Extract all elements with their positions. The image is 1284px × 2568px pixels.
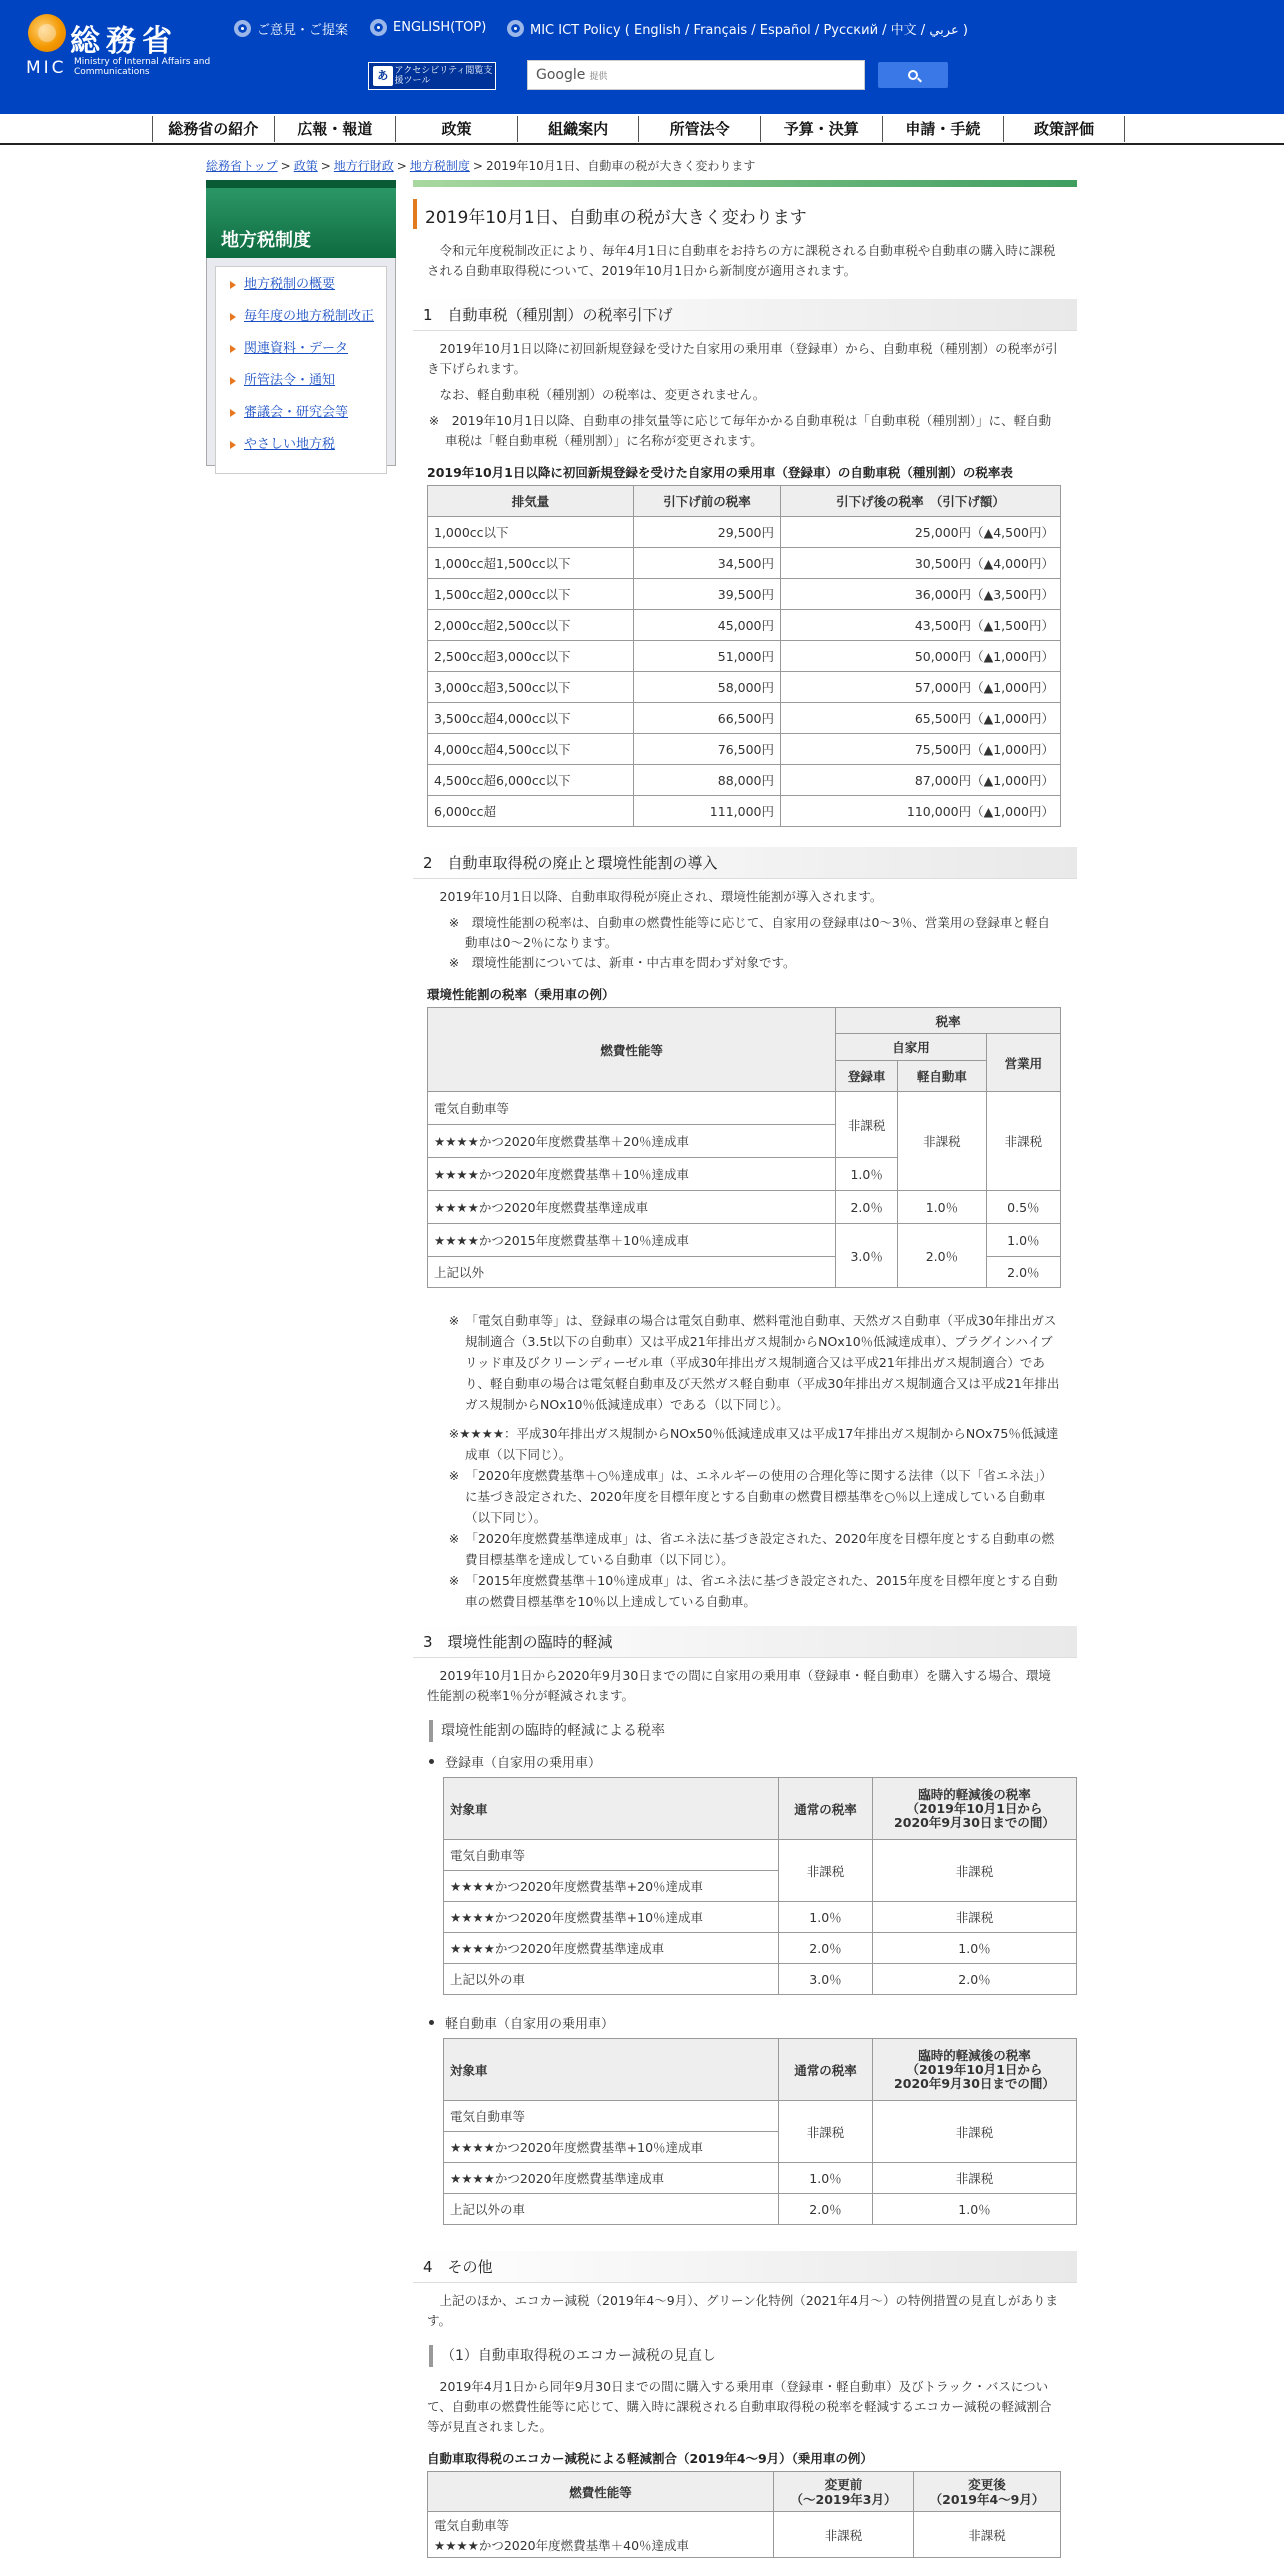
sidebar-menu — [206, 258, 396, 466]
breadcrumb — [206, 157, 755, 174]
bullet-registered: 登録車（自家用の乗用車） — [413, 1752, 1077, 1771]
table-row — [444, 1902, 1077, 1933]
cell-value: 非課税 — [986, 1092, 1060, 1191]
table-row — [428, 1092, 1061, 1125]
cell-rate-before: 39,500円 — [634, 579, 781, 610]
cell-value: 2.0％ — [898, 1224, 987, 1288]
th-perf: 燃費性能等 — [428, 1008, 836, 1092]
cell-name: ★★★★かつ2020年度燃費基準達成車 — [444, 2163, 779, 2194]
sidebar-item-easy-tax — [216, 435, 386, 467]
section-2-def-5: ※ 「2015年度燃費基準＋10％達成車」は、省エネ法に基づき設定された、2015年度を目標年度とする自動車の燃費目標基準を10％以上達成している自動車。 — [448, 1573, 1058, 1609]
th-line: （～2019年3月） — [790, 2491, 897, 2507]
section-2-def-3: ※ 「2020年度燃費基準＋○％達成車」は、エネルギーの使用の合理化等に関する法律（以下「省エネ法」）に基づき設定された、2020年度を目標年度とする自動車の燃費目標基準を○％以上達成している自動車（以下同じ）。 — [448, 1468, 1052, 1525]
cell-name: 電気自動車等 — [444, 1840, 779, 1871]
cell-value: 3.0％ — [836, 1224, 898, 1288]
th-registered: 登録車 — [836, 1061, 898, 1092]
cell-displacement: 1,500cc超2,000cc以下 — [428, 579, 634, 610]
cell-value: 1.0％ — [898, 1191, 987, 1224]
search-button[interactable] — [878, 62, 948, 88]
th-line: （2019年4～9月） — [929, 2491, 1045, 2507]
cell-value: 1.0％ — [873, 1933, 1077, 1964]
th-reduced-line: 2020年9月30日までの間） — [894, 1814, 1055, 1830]
th-private: 自家用 — [836, 1034, 987, 1061]
table-row — [428, 641, 1061, 672]
th-tax: 税率 — [836, 1008, 1061, 1034]
section-3-text: 2019年10月1日から2020年9月30日までの間に自家用の乗用車（登録車・軽自動車）を購入する場合、環境性能割の税率1％分が軽減されます。 — [427, 1668, 1051, 1703]
cell-rate-after: 36,000円（▲3,500円） — [781, 579, 1061, 610]
gnav-press[interactable]: 広報・報道 — [274, 116, 396, 142]
table-header-row — [444, 1778, 1077, 1840]
table-row — [428, 1224, 1061, 1257]
table-2-caption: 環境性能割の税率（乗用車の例） — [427, 987, 615, 1002]
cell-value: 2.0％ — [779, 2194, 873, 2225]
cell-rate-after: 110,000円（▲1,000円） — [781, 796, 1061, 827]
table-row — [428, 517, 1061, 548]
sidebar-link[interactable]: 審議会・研究会等 — [244, 405, 349, 420]
temp-reduction-kei-table — [443, 2038, 1077, 2225]
cell-displacement: 3,500cc超4,000cc以下 — [428, 703, 634, 734]
site-header — [0, 0, 1284, 114]
cell-value: 非課税 — [774, 2512, 914, 2558]
table-1-caption: 2019年10月1日以降に初回新規登録を受けた自家用の乗用車（登録車）の自動車税（種別割）の税率表 — [427, 465, 1013, 480]
section-2-def-1: ※ 「電気自動車等」は、登録車の場合は電気自動車、燃料電池自動車、天然ガス自動車（平成30年排出ガス規制適合（3.5t以下の自動車）又は平成21年排出ガス規制からNOx10％低減達成車）、プラグインハイブリッド車及びクリーンディーゼル車（平成30年排出ガス規制適合又は平成21年排出ガス規制適合）であり、軽自動車の場合は電気軽自動車及び天然ガス軽自動車（平成30年排出ガス規制適合又は平成21年排出ガス規制からNOx10％低減達成車）である（以下同じ）。 — [448, 1313, 1060, 1412]
section-1-text-2: なお、軽自動車税（種別割）の税率は、変更されません。 — [439, 387, 766, 402]
table-header-row — [428, 2472, 1061, 2512]
cell-rate-after: 30,500円（▲4,000円） — [781, 548, 1061, 579]
cell-rate-after: 50,000円（▲1,000円） — [781, 641, 1061, 672]
sidebar-menu-inner — [215, 266, 387, 474]
cell-displacement: 3,000cc超3,500cc以下 — [428, 672, 634, 703]
table-4-caption: 自動車取得税のエコカー減税による軽減割合（2019年4～9月）（乗用車の例） — [427, 2451, 873, 2466]
sidebar-item-councils — [216, 403, 386, 435]
cell-rate-before: 66,500円 — [634, 703, 781, 734]
cell-name: 上記以外 — [428, 1257, 836, 1288]
cell-rate-after: 87,000円（▲1,000円） — [781, 765, 1061, 796]
gnav-evaluation[interactable]: 政策評価 — [1003, 116, 1125, 142]
intro-text: 令和元年度税制改正により、毎年4月1日に自動車をお持ちの方に課税される自動車税や自動車の購入時に課税される自動車取得税について、2019年10月1日から新制度が適用されます。 — [427, 243, 1056, 278]
th-reduced-line: 臨時的軽減後の税率 — [918, 1786, 1031, 1802]
breadcrumb-local-finance[interactable]: 地方行財政 — [333, 159, 394, 173]
cell-displacement: 4,500cc超6,000cc以下 — [428, 765, 634, 796]
table-row — [428, 765, 1061, 796]
cell-value: 1.0％ — [779, 2163, 873, 2194]
table-row — [428, 579, 1061, 610]
table-row — [444, 1840, 1077, 1871]
cell-name — [428, 2512, 774, 2558]
cell-name: 電気自動車等 — [428, 1092, 836, 1125]
section-4-heading: 4 その他 — [413, 2251, 1077, 2283]
table-row — [428, 796, 1061, 827]
cell-rate-before: 34,500円 — [634, 548, 781, 579]
table-row — [444, 2194, 1077, 2225]
th-target: 対象車 — [444, 2039, 779, 2101]
table-header-row — [428, 486, 1061, 517]
google-brand: Google — [536, 67, 586, 83]
accessibility-tool-button[interactable] — [368, 62, 496, 90]
gnav-applications[interactable]: 申請・手続 — [882, 116, 1004, 142]
cell-name: ★★★★かつ2015年度燃費基準＋10％達成車 — [428, 1224, 836, 1257]
section-4-text-2: 2019年4月1日から同年9月30日までの間に購入する乗用車（登録車・軽自動車）及びトラック・バスについて、自動車の燃費性能等に応じて、購入時に課税される自動車取得税の税率を軽減するエコカー減税の軽減割合等が見直されました。 — [427, 2379, 1052, 2434]
table-row — [428, 1191, 1061, 1224]
gnav-budget[interactable]: 予算・決算 — [760, 116, 882, 142]
table-row — [444, 1933, 1077, 1964]
tax-rate-table — [427, 485, 1061, 827]
cell-value: 2.0％ — [986, 1257, 1060, 1288]
sidebar — [206, 180, 396, 466]
link-english-top[interactable] — [370, 19, 486, 36]
cell-value: 1.0％ — [873, 2194, 1077, 2225]
section-3-subheading: 環境性能割の臨時的軽減による税率 — [429, 1720, 1077, 1742]
gnav-organization[interactable]: 組織案内 — [517, 116, 639, 142]
gnav-about[interactable]: 総務省の紹介 — [152, 116, 274, 142]
cell-rate-before: 76,500円 — [634, 734, 781, 765]
cell-rate-after: 25,000円（▲4,500円） — [781, 517, 1061, 548]
table-row — [444, 2101, 1077, 2132]
breadcrumb-home[interactable]: 総務省トップ — [206, 159, 278, 173]
cell-value: 0.5％ — [986, 1191, 1060, 1224]
sidebar-link[interactable]: やさしい地方税 — [244, 437, 336, 452]
link-label: ご意見・ご提案 — [257, 23, 349, 38]
link-opinion[interactable] — [234, 19, 348, 38]
sidebar-link[interactable]: 毎年度の地方税制改正 — [244, 309, 375, 324]
cell-value: 2.0％ — [873, 1964, 1077, 1995]
th-normal: 通常の税率 — [779, 2039, 873, 2101]
cell-rate-before: 45,000円 — [634, 610, 781, 641]
cell-name: ★★★★かつ2020年度燃費基準＋20％達成車 — [428, 1125, 836, 1158]
spacer — [413, 1415, 1077, 1423]
accessibility-icon: あ — [373, 66, 393, 86]
cell-displacement: 6,000cc超 — [428, 796, 634, 827]
section-1-heading: 1 自動車税（種別割）の税率引下げ — [413, 299, 1077, 331]
breadcrumb-current: 2019年10月1日、自動車の税が大きく変わります — [485, 159, 756, 173]
search-icon — [908, 70, 918, 80]
radio-bullet-icon — [370, 19, 387, 36]
section-2-text: 2019年10月1日以降、自動車取得税が廃止され、環境性能割が導入されます。 — [439, 889, 883, 904]
table-row — [428, 2512, 1061, 2558]
cell-value: 非課税 — [873, 1902, 1077, 1933]
th-line: 変更後 — [968, 2476, 1006, 2492]
cell-name: ★★★★かつ2020年度燃費基準達成車 — [428, 1191, 836, 1224]
table-header-row — [444, 2039, 1077, 2101]
table-row — [428, 548, 1061, 579]
cell-value: 1.0％ — [986, 1224, 1060, 1257]
section-2-note-1: ※ 環境性能割の税率は、自動車の燃費性能等に応じて、自家用の登録車は0～3％、営業用の登録車と軽自動車は0～2％になります。 — [448, 915, 1050, 950]
cell-value: 1.0％ — [779, 1902, 873, 1933]
cell-name: 電気自動車等 — [444, 2101, 779, 2132]
bullet-kei: 軽自動車（自家用の乗用車） — [413, 2013, 1077, 2032]
radio-bullet-icon — [234, 20, 251, 37]
breadcrumb-sep: > — [280, 159, 291, 173]
cell-value: 非課税 — [914, 2512, 1061, 2558]
logo-kanji: 総務省 — [70, 24, 178, 59]
sidebar-link[interactable]: 関連資料・データ — [244, 341, 349, 356]
cell-displacement: 1,000cc以下 — [428, 517, 634, 548]
th-line: 変更前 — [824, 2476, 863, 2492]
cell-name: ★★★★かつ2020年度燃費基準+20％達成車 — [444, 1871, 779, 1902]
cell-value: 非課税 — [779, 2101, 873, 2163]
ecocar-table — [427, 2471, 1061, 2558]
spacer — [413, 1288, 1077, 1310]
section-4-subheading: （1）自動車取得税のエコカー減税の見直し — [429, 2345, 1077, 2367]
breadcrumb-policy[interactable]: 政策 — [293, 159, 318, 173]
global-nav — [0, 114, 1284, 145]
google-provided: 提供 — [589, 71, 608, 82]
cell-value: 非課税 — [779, 1840, 873, 1902]
mic-logo[interactable] — [26, 14, 216, 80]
cell-value: 2.0％ — [836, 1191, 898, 1224]
th-before: 引下げ前の税率 — [634, 486, 781, 517]
tax-rate-table-body — [428, 517, 1061, 827]
env-perf-table — [427, 1007, 1061, 1288]
sidebar-item-data — [216, 339, 386, 371]
cell-name: ★★★★かつ2020年度燃費基準+10％達成車 — [444, 1902, 779, 1933]
page-title: 2019年10月1日、自動車の税が大きく変わります — [413, 199, 1077, 229]
section-1-text: 2019年10月1日以降に初回新規登録を受けた自家用の乗用車（登録車）から、自動車税（種別割）の税率が引き下げられます。 — [427, 341, 1058, 376]
title-accent-bar — [413, 180, 1077, 187]
th-reduced-line: 2020年9月30日までの間） — [894, 2075, 1055, 2091]
sidebar-link[interactable]: 所管法令・通知 — [244, 373, 336, 388]
th-reduced-line: （2019年10月1日から — [906, 2061, 1043, 2077]
table-row — [428, 703, 1061, 734]
th-kei: 軽自動車 — [898, 1061, 987, 1092]
table-row — [428, 672, 1061, 703]
cell-rate-before: 88,000円 — [634, 765, 781, 796]
cell-value: 1.0％ — [836, 1158, 898, 1191]
breadcrumb-sep: > — [472, 159, 483, 173]
gnav-policy[interactable]: 政策 — [395, 116, 517, 142]
section-2-def-2: ※★★★★：平成30年排出ガス規制からNOx50％低減達成車又は平成17年排出ガス規制からNOx75％低減達成車（以下同じ）。 — [448, 1426, 1059, 1462]
section-2-heading: 2 自動車取得税の廃止と環境性能割の導入 — [413, 847, 1077, 879]
accessibility-label: アクセシビリティ閲覧支援ツール — [394, 66, 493, 86]
th-reduced — [873, 1778, 1077, 1840]
breadcrumb-local-tax[interactable]: 地方税制度 — [409, 159, 470, 173]
logo-highlight — [38, 24, 56, 42]
th-after — [914, 2472, 1061, 2512]
cell-line: 電気自動車等 — [434, 2518, 510, 2533]
th-reduced-line: （2019年10月1日から — [906, 1800, 1043, 1816]
cell-displacement: 1,000cc超1,500cc以下 — [428, 548, 634, 579]
cell-name: ★★★★かつ2020年度燃費基準+10％達成車 — [444, 2132, 779, 2163]
th-reduced — [873, 2039, 1077, 2101]
cell-name: ★★★★かつ2020年度燃費基準達成車 — [444, 1933, 779, 1964]
th-after: 引下げ後の税率 （引下げ額） — [781, 486, 1061, 517]
cell-value: 非課税 — [898, 1092, 987, 1191]
table-row — [428, 734, 1061, 765]
cell-displacement: 2,500cc超3,000cc以下 — [428, 641, 634, 672]
section-2-note-2: ※ 環境性能割については、新車・中古車を問わず対象です。 — [448, 955, 796, 970]
cell-rate-after: 75,500円（▲1,000円） — [781, 734, 1061, 765]
cell-rate-before: 51,000円 — [634, 641, 781, 672]
section-4-text: 上記のほか、エコカー減税（2019年4～9月）、グリーン化特例（2021年4月～）の特例措置の見直しがあります。 — [427, 2293, 1058, 2328]
cell-rate-before: 29,500円 — [634, 517, 781, 548]
th-reduced-line: 臨時的軽減後の税率 — [918, 2047, 1031, 2063]
cell-rate-before: 111,000円 — [634, 796, 781, 827]
table-row — [444, 1964, 1077, 1995]
gnav-laws[interactable]: 所管法令 — [638, 116, 760, 142]
table-row — [428, 610, 1061, 641]
section-3-heading: 3 環境性能割の臨時的軽減 — [413, 1626, 1077, 1658]
breadcrumb-sep: > — [396, 159, 407, 173]
search-input[interactable] — [527, 60, 865, 90]
radio-bullet-icon — [507, 20, 524, 37]
th-before — [774, 2472, 914, 2512]
logo-english: Ministry of Internal Affairs and Communications — [74, 57, 211, 77]
sidebar-title: 地方税制度 — [206, 180, 396, 258]
cell-rate-before: 58,000円 — [634, 672, 781, 703]
cell-value: 非課税 — [873, 2163, 1077, 2194]
cell-rate-after: 57,000円（▲1,000円） — [781, 672, 1061, 703]
link-ict-policy[interactable] — [507, 19, 968, 38]
breadcrumb-sep: > — [320, 159, 331, 173]
table-header-row — [428, 1008, 1061, 1034]
cell-name: ★★★★かつ2020年度燃費基準＋10％達成車 — [428, 1158, 836, 1191]
cell-displacement: 4,000cc超4,500cc以下 — [428, 734, 634, 765]
th-normal: 通常の税率 — [779, 1778, 873, 1840]
th-business: 営業用 — [986, 1034, 1060, 1092]
cell-name: 上記以外の車 — [444, 2194, 779, 2225]
th-target: 対象車 — [444, 1778, 779, 1840]
cell-value: 非課税 — [873, 2101, 1077, 2163]
sidebar-item-annual-reform — [216, 307, 386, 339]
section-2-def-4: ※ 「2020年度燃費基準達成車」は、省エネ法に基づき設定された、2020年度を目標年度とする自動車の燃費目標基準を達成している自動車（以下同じ）。 — [448, 1531, 1055, 1567]
cell-value: 非課税 — [836, 1092, 898, 1158]
link-label: ENGLISH(TOP) — [393, 20, 487, 35]
cell-value: 3.0％ — [779, 1964, 873, 1995]
cell-value: 非課税 — [873, 1840, 1077, 1902]
th-perf: 燃費性能等 — [428, 2472, 774, 2512]
cell-line: ★★★★かつ2020年度燃費基準＋40％達成車 — [434, 2538, 690, 2553]
section-1-note: ※ 2019年10月1日以降、自動車の排気量等に応じて毎年かかる自動車税は「自動車税（種別割）」に、軽自動車税は「軽自動車税（種別割）」に名称が変更されます。 — [428, 413, 1052, 448]
cell-rate-after: 43,500円（▲1,500円） — [781, 610, 1061, 641]
cell-name: 上記以外の車 — [444, 1964, 779, 1995]
main-content — [413, 180, 1077, 2558]
sidebar-item-overview — [216, 275, 386, 307]
temp-reduction-registered-table — [443, 1777, 1077, 1995]
sidebar-item-laws — [216, 371, 386, 403]
cell-value: 2.0％ — [779, 1933, 873, 1964]
link-label: MIC ICT Policy ( English / Français / Español / Русский / 中文 / عربي ) — [530, 23, 968, 38]
cell-rate-after: 65,500円（▲1,000円） — [781, 703, 1061, 734]
logo-mic: MIC — [26, 58, 67, 78]
th-displacement: 排気量 — [428, 486, 634, 517]
sidebar-link[interactable]: 地方税制の概要 — [244, 277, 336, 292]
table-row — [444, 2163, 1077, 2194]
cell-displacement: 2,000cc超2,500cc以下 — [428, 610, 634, 641]
